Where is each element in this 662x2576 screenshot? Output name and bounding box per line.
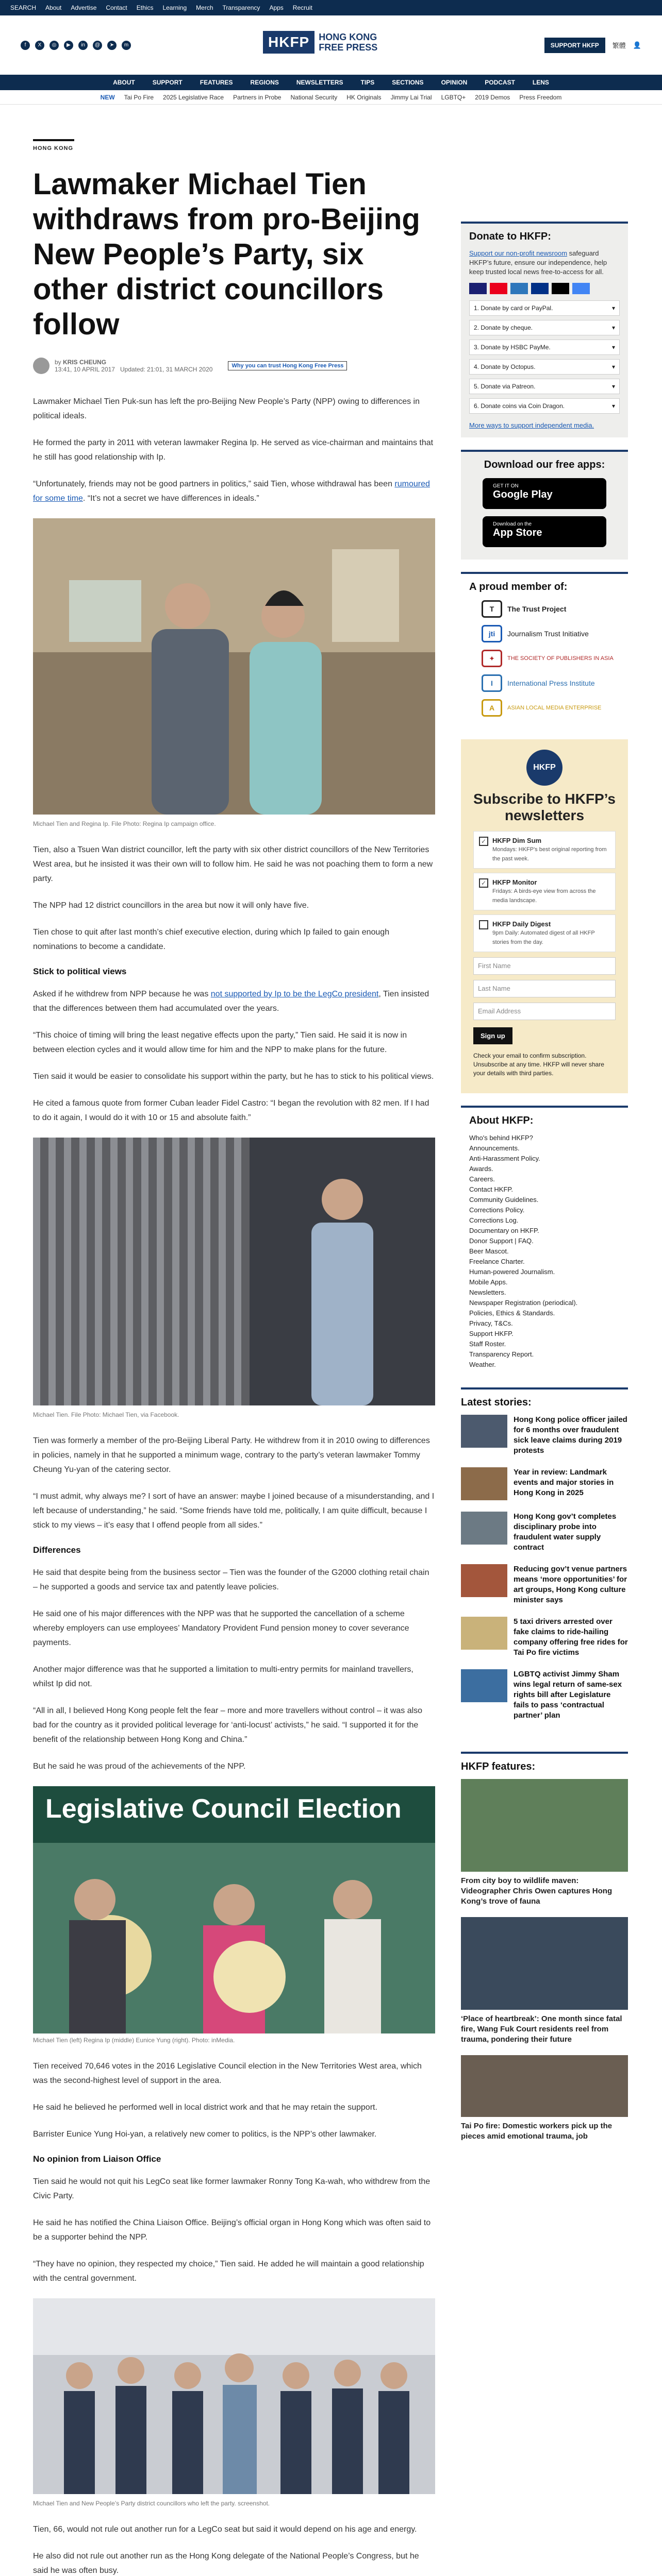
newsletter-box: [461, 739, 628, 1093]
logo-line1: HONG KONG: [319, 32, 377, 42]
trust-project-link[interactable]: Why you can trust Hong Kong Free Press: [228, 361, 347, 370]
paragraph: “I must admit, why always me? I sort of have an answer: maybe I joined because of a misunderstanding, and I left because of understanding,” he said. “Some friends have told me, politically, I am quite difficult, because I stick to my views – it’s easy that I offend people from all sides.”: [33, 1492, 435, 1530]
paragraph: He cited a famous quote from former Cuban leader Fidel Castro: “I began the revolution with 82 men. If I had to do it again, I would do it with 10 or 15 and absolute faith.”: [33, 1099, 429, 1122]
donate-link[interactable]: Support our non-profit newsroom: [469, 249, 568, 257]
about-link[interactable]: Donor Support | FAQ.: [469, 1237, 534, 1245]
chevron-down-icon: ▾: [611, 324, 615, 331]
chevron-down-icon: ▾: [611, 402, 615, 410]
about-link[interactable]: Corrections Log.: [469, 1216, 519, 1224]
photo-backdrop-title: Legislative Council Election: [33, 1786, 435, 1843]
paragraph: Lawmaker Michael Tien Puk-sun has left the pro-Beijing New People’s Party (NPP) owing to differences in political ideals.: [33, 397, 420, 420]
about-link[interactable]: Support HKFP.: [469, 1330, 514, 1337]
paypal-icon: [531, 283, 549, 294]
trending-item[interactable]: National Security: [290, 93, 338, 101]
paragraph: Tien, also a Tsuen Wan district councillor, left the party with six other district councillors of the New Territories West area, but he insisted it was their own will to follow him. He said he was not poaching them to form a new party.: [33, 845, 433, 883]
paragraph: He said that despite being from the business sector – Tien was the founder of the G2000 clothing retail chain – he supported a goods and service tax and patently leave policies.: [33, 1568, 429, 1591]
story-thumbnail: [461, 1512, 507, 1545]
chevron-down-icon: ▾: [611, 304, 615, 312]
author-name[interactable]: KRIS CHEUNG: [63, 359, 107, 366]
trust-project-icon: T: [482, 600, 502, 618]
member-sopa[interactable]: ✦ THE SOCIETY OF PUBLISHERS IN ASIA: [482, 650, 620, 667]
instagram-icon[interactable]: ◎: [49, 41, 59, 50]
about-link[interactable]: Newspaper Registration (periodical).: [469, 1299, 578, 1307]
about-link[interactable]: Freelance Charter.: [469, 1258, 525, 1265]
nav-sections[interactable]: SECTIONS: [392, 79, 424, 86]
newsletter-option[interactable]: ✓ HKFP Monitor Fridays: A birds-eye view from across the media landscape.: [473, 873, 616, 910]
account-icon[interactable]: 👤: [633, 41, 641, 49]
about-link[interactable]: Corrections Policy.: [469, 1206, 525, 1214]
about-link[interactable]: Human-powered Journalism.: [469, 1268, 555, 1276]
trending-item[interactable]: 2019 Demos: [475, 93, 510, 101]
feature-image: [461, 1779, 628, 1872]
paragraph: But he said he was proud of the achievements of the NPP.: [33, 1762, 246, 1771]
donate-option[interactable]: 6. Donate coins via Coin Dragon. ▾: [469, 398, 620, 414]
alme-icon: A: [482, 699, 502, 717]
donate-option[interactable]: 5. Donate via Patreon. ▾: [469, 379, 620, 394]
paragraph: He said he has notified the China Liaison Office. Beijing’s official organ in Hong Kong which was often said to be a supporter behind the NPP.: [33, 2218, 431, 2242]
latest-story[interactable]: LGBTQ activist Jimmy Sham wins legal return of same-sex rights bill after Legislature fails to pass ‘contractual partner’ plan: [461, 1669, 628, 1721]
about-link[interactable]: Beer Mascot.: [469, 1247, 509, 1255]
about-link[interactable]: Careers.: [469, 1175, 495, 1183]
paragraph: Asked if he withdrew from NPP because he was not supported by Ip to be the LegCo president, Tien insisted that the differences between them had accumulated over the years.: [33, 990, 429, 1013]
topbar-transparency[interactable]: Transparency: [222, 4, 260, 11]
publish-date: 13:41, 10 APRIL 2017: [55, 366, 115, 373]
first-name-field[interactable]: First Name: [473, 957, 616, 975]
nav-newsletters[interactable]: NEWSLETTERS: [296, 79, 343, 86]
member-jti[interactable]: jti Journalism Trust Initiative: [482, 625, 620, 642]
author-avatar: [33, 358, 49, 374]
member-alme[interactable]: A ASIAN LOCAL MEDIA ENTERPRISE: [482, 699, 620, 717]
nav-opinion[interactable]: OPINION: [441, 79, 468, 86]
section-heading: No opinion from Liaison Office: [33, 2154, 161, 2164]
about-link[interactable]: Anti-Harassment Policy.: [469, 1155, 540, 1162]
latest-story[interactable]: Year in review: Landmark events and major stories in Hong Kong in 2025: [461, 1467, 628, 1500]
story-thumbnail: [461, 1617, 507, 1650]
inline-link[interactable]: rumoured for some time: [33, 480, 430, 503]
site-logo[interactable]: [263, 31, 377, 54]
latest-story[interactable]: 5 taxi drivers arrested over fake claims to ride-hailing company offering free rides for Tai Po fire victims: [461, 1617, 628, 1658]
chevron-down-icon: ▾: [611, 383, 615, 390]
checkbox[interactable]: ✓: [479, 837, 488, 846]
donate-option[interactable]: 3. Donate by HSBC PayMe. ▾: [469, 340, 620, 355]
about-link[interactable]: Documentary on HKFP.: [469, 1227, 539, 1234]
paragraph: The NPP had 12 district councillors in the area but now it will only have five.: [33, 901, 309, 910]
google-play-button[interactable]: GET IT ON Google Play: [483, 478, 606, 509]
support-hkfp-button[interactable]: SUPPORT HKFP: [544, 38, 605, 53]
sidebar: [461, 222, 628, 2172]
language-switch[interactable]: 繁體: [612, 42, 626, 49]
about-link[interactable]: Newsletters.: [469, 1289, 506, 1296]
app-store-button[interactable]: Download on the App Store: [483, 516, 606, 547]
photo-caption: Michael Tien and New People’s Party district councillors who left the party. screenshot.: [33, 2500, 270, 2507]
sopa-icon: ✦: [482, 650, 502, 667]
nav-tips[interactable]: TIPS: [360, 79, 375, 86]
about-link[interactable]: Privacy, T&Cs.: [469, 1319, 513, 1327]
trending-item[interactable]: LGBTQ+: [441, 93, 466, 101]
photo-caption: Michael Tien. File Photo: Michael Tien, via Facebook.: [33, 1411, 179, 1418]
youtube-icon[interactable]: ▶: [64, 41, 73, 50]
about-link[interactable]: Announcements.: [469, 1144, 520, 1152]
paragraph: Tien was formerly a member of the pro-Beijing Liberal Party. He withdrew from it in 2010 owing to differences in policies, namely in that he supported a minimum wage, contrary to the party’s veteran lawmaker Tommy Cheung Yu-yan of the catering sector.: [33, 1436, 430, 1474]
story-thumbnail: [461, 1669, 507, 1702]
newsletter-option[interactable]: HKFP Daily Digest 9pm Daily: Automated digest of all HKFP stories from the day.: [473, 914, 616, 952]
topbar-about[interactable]: About: [45, 4, 62, 11]
photo-caption: Michael Tien and Regina Ip. File Photo: Regina Ip campaign office.: [33, 820, 216, 827]
chevron-down-icon: ▾: [611, 344, 615, 351]
nav-regions[interactable]: REGIONS: [250, 79, 279, 86]
newsletter-logo: HKFP: [526, 750, 562, 786]
about-link[interactable]: Community Guidelines.: [469, 1196, 539, 1204]
logo-mark: HKFP: [263, 31, 315, 54]
article-category[interactable]: HONG KONG: [33, 139, 74, 151]
donate-title: Donate to HKFP:: [469, 231, 551, 242]
feature-image: [461, 2055, 628, 2117]
paragraph: “All in all, I believed Hong Kong people felt the fear – more and more travellers without control – it was also bad for the country as it provided political leverage for ‘anti-locust’ activists,” he said. “I supported it for the benefit of the relationship between Hong Kong and China.”: [33, 1706, 423, 1744]
photo-caption: Michael Tien (left) Regina Ip (middle) Eunice Yung (right). Photo: inMedia.: [33, 2037, 235, 2044]
apps-title: Download our free apps:: [484, 459, 605, 470]
section-heading: Stick to political views: [33, 967, 127, 976]
about-link[interactable]: Transparency Report.: [469, 1350, 534, 1358]
donate-option[interactable]: 1. Donate by card or PayPal. ▾: [469, 300, 620, 316]
inline-link[interactable]: not supported by Ip to be the LegCo president: [210, 990, 379, 998]
paragraph: He said one of his major differences with the NPP was that he supported the cancellation of a scheme whereby employers can use employees’ Mandatory Provident Fund pension money to cover severance payments.: [33, 1609, 409, 1647]
photo-michael-tien: [33, 1138, 435, 1405]
members-box: [461, 572, 628, 727]
feature-image: [461, 1917, 628, 2010]
latest-title: Latest stories:: [461, 1397, 532, 1408]
photo-election-celebration: [33, 1786, 435, 2033]
paragraph: Barrister Eunice Yung Hoi-yan, a relatively new comer to politics, is the NPP’s other lawmaker.: [33, 2130, 377, 2139]
topbar-advertise[interactable]: Advertise: [71, 4, 97, 11]
about-title: About HKFP:: [469, 1115, 534, 1126]
newsletter-note: Check your email to confirm subscription. Unsubscribe at any time. HKFP will never share your details with third parties.: [473, 1052, 604, 1077]
trending-nav: [0, 90, 662, 105]
more-ways-link[interactable]: More ways to support independent media.: [469, 421, 594, 429]
byline: by KRIS CHEUNG 13:41, 10 APRIL 2017 Updated: 21:01, 31 MARCH 2020 Why you can trust Hong Kong Free Press: [33, 358, 435, 374]
about-link[interactable]: Staff Roster.: [469, 1340, 506, 1348]
feature-story[interactable]: Tai Po fire: Domestic workers pick up the pieces amid emotional trauma, job: [461, 2055, 628, 2142]
trending-item[interactable]: HK Originals: [346, 93, 382, 101]
members-title: A proud member of:: [469, 581, 568, 592]
section-heading: Differences: [33, 1545, 81, 1555]
article: [33, 139, 435, 2576]
donate-option[interactable]: 2. Donate by cheque. ▾: [469, 320, 620, 335]
topbar-ethics[interactable]: Ethics: [136, 4, 154, 11]
signup-button[interactable]: Sign up: [473, 1027, 512, 1044]
about-link[interactable]: Mobile Apps.: [469, 1278, 508, 1286]
member-trust-project[interactable]: T The Trust Project: [482, 600, 620, 618]
paragraph: He formed the party in 2011 with veteran lawmaker Regina Ip. He served as vice-chairman and maintains that he still has good relationship with Ip.: [33, 438, 434, 462]
social-icons: [21, 41, 131, 50]
topbar-merch[interactable]: Merch: [196, 4, 213, 11]
topbar-contact[interactable]: Contact: [106, 4, 127, 11]
new-label: NEW: [100, 93, 115, 101]
paragraph: Tien chose to quit after last month’s chief executive election, during which Ip failed to gain enough nominations to become a candidate.: [33, 928, 390, 951]
about-link[interactable]: Who's behind HKFP?: [469, 1134, 533, 1142]
member-ipi[interactable]: I International Press Institute: [482, 674, 620, 692]
email-field[interactable]: Email Address: [473, 1003, 616, 1020]
paragraph: “Unfortunately, friends may not be good partners in politics,” said Tien, whose withdrawal has been rumoured for some time. “It’s not a secret we have differences in ideals.”: [33, 480, 430, 503]
nav-about[interactable]: ABOUT: [113, 79, 135, 86]
feature-story[interactable]: From city boy to wildlife maven: Videographer Chris Owen captures Hong Kong’s trove of fauna: [461, 1779, 628, 1907]
amex-icon: [510, 283, 528, 294]
features-box: [461, 1752, 628, 2159]
applepay-icon: [552, 283, 569, 294]
checkbox[interactable]: [479, 920, 488, 929]
checkbox[interactable]: ✓: [479, 878, 488, 888]
about-link[interactable]: Awards.: [469, 1165, 493, 1173]
paragraph: Tien, 66, would not rule out another run for a LegCo seat but said it would depend on his age and energy.: [33, 2525, 417, 2534]
trending-item[interactable]: Partners in Probe: [233, 93, 282, 101]
story-thumbnail: [461, 1415, 507, 1448]
topbar-recruit[interactable]: Recruit: [292, 4, 312, 11]
article-headline: Lawmaker Michael Tien withdraws from pro-Beijing New People’s Party, six other district councillors follow: [33, 167, 420, 341]
paragraph: Another major difference was that he supported a limitation to multi-entry permits for mainland travellers, whilst Ip did not.: [33, 1665, 413, 1688]
latest-story[interactable]: Hong Kong gov’t completes disciplinary probe into fraudulent water supply contract: [461, 1512, 628, 1553]
linkedin-icon[interactable]: in: [78, 41, 88, 50]
last-name-field[interactable]: Last Name: [473, 980, 616, 997]
site-header: [0, 15, 662, 75]
chevron-down-icon: ▾: [611, 363, 615, 370]
mastercard-icon: [490, 283, 507, 294]
trending-item[interactable]: 2025 Legislative Race: [163, 93, 224, 101]
paragraph: Tien said he would not quit his LegCo seat like former lawmaker Ronny Tong Ka-wah, who withdrew from the Civic Party.: [33, 2177, 431, 2200]
about-link[interactable]: Contact HKFP.: [469, 1185, 514, 1193]
threads-icon[interactable]: @: [93, 41, 102, 50]
newsletter-option[interactable]: ✓ HKFP Dim Sum Mondays: HKFP's best original reporting from the past week.: [473, 831, 616, 869]
x-icon[interactable]: X: [35, 41, 44, 50]
paragraph: He also did not rule out another run as the Hong Kong delegate of the National People’s Congress, but he said he was often busy.: [33, 2552, 419, 2575]
donate-option[interactable]: 4. Donate by Octopus. ▾: [469, 359, 620, 375]
trending-item[interactable]: Press Freedom: [519, 93, 562, 101]
latest-story[interactable]: Hong Kong police officer jailed for 6 months over fraudulent sick leave claims during 2019 protests: [461, 1415, 628, 1456]
paragraph: Tien said it would be easier to consolidate his support within the party, but he has to stick to his political views.: [33, 1072, 434, 1081]
about-list: [469, 1133, 620, 1370]
latest-stories: [461, 1387, 628, 1739]
nav-lens[interactable]: LENS: [532, 79, 549, 86]
story-thumbnail: [461, 1564, 507, 1597]
paragraph: Tien received 70,646 votes in the 2016 Legislative Council election in the New Territories West area, which was the second-highest level of support in the area.: [33, 2062, 422, 2085]
features-title: HKFP features:: [461, 1761, 536, 1772]
photo-district-councillors: [33, 2298, 435, 2494]
facebook-icon[interactable]: f: [21, 41, 30, 50]
updated-date: Updated: 21:01, 31 MARCH 2020: [120, 366, 213, 373]
photo-tien-and-ip: [33, 518, 435, 815]
topbar-apps[interactable]: Apps: [269, 4, 284, 11]
topbar-learning[interactable]: Learning: [162, 4, 187, 11]
mastodon-icon[interactable]: m: [122, 41, 131, 50]
ipi-icon: I: [482, 674, 502, 692]
googlepay-icon: [572, 283, 590, 294]
logo-line2: FREE PRESS: [319, 42, 378, 53]
payment-icons: [469, 283, 620, 294]
topbar-search[interactable]: SEARCH: [10, 4, 37, 11]
about-link[interactable]: Policies, Ethics & Standards.: [469, 1309, 555, 1317]
donate-box: Donate to HKFP: Support our non-profit newsroom safeguard HKFP’s future, ensure our independence, help keep trusted local news free-to-access for all. 1. Donate by card or PayPal. ▾ 2. Donate by cheque. ▾ 3. Donate by HSBC PayMe. ▾ 4. Donate by Octopus. ▾ 5. Donate via Patreon. ▾ 6. Donate coins via Coin Dragon. ▾ More ways to support independent media.: [461, 222, 628, 437]
top-utility-bar: [0, 0, 662, 15]
paragraph: “They have no opinion, they respected my choice,” Tien said. He added he will maintain a good relationship with the central government.: [33, 2260, 424, 2283]
feature-story[interactable]: ‘Place of heartbreak’: One month since fatal fire, Wang Fuk Court residents reel from trauma, pondering their future: [461, 1917, 628, 2045]
jti-icon: jti: [482, 625, 502, 642]
about-box: [461, 1106, 628, 1375]
nav-podcast[interactable]: PODCAST: [485, 79, 515, 86]
story-thumbnail: [461, 1467, 507, 1500]
latest-story[interactable]: Reducing gov’t venue partners means ‘more opportunities’ for art groups, Hong Kong culture minister says: [461, 1564, 628, 1605]
nav-features[interactable]: FEATURES: [200, 79, 233, 86]
nav-support[interactable]: SUPPORT: [152, 79, 183, 86]
main-nav: [0, 75, 662, 90]
telegram-icon[interactable]: ➤: [107, 41, 117, 50]
article-body: [33, 395, 435, 2576]
newsletter-title: Subscribe to HKFP’s newsletters: [473, 791, 616, 823]
trending-item[interactable]: Jimmy Lai Trial: [390, 93, 432, 101]
apps-box: [461, 450, 628, 560]
visa-icon: [469, 283, 487, 294]
about-link[interactable]: Weather.: [469, 1361, 496, 1368]
paragraph: He said he believed he performed well in local district work and that he may retain the support.: [33, 2103, 377, 2112]
paragraph: “This choice of timing will bring the least negative effects upon the party,” Tien said. He said it is now in between election cycles and it would allow time for him and the NPP to make plans for the future.: [33, 1031, 407, 1054]
trending-item[interactable]: Tai Po Fire: [124, 93, 154, 101]
